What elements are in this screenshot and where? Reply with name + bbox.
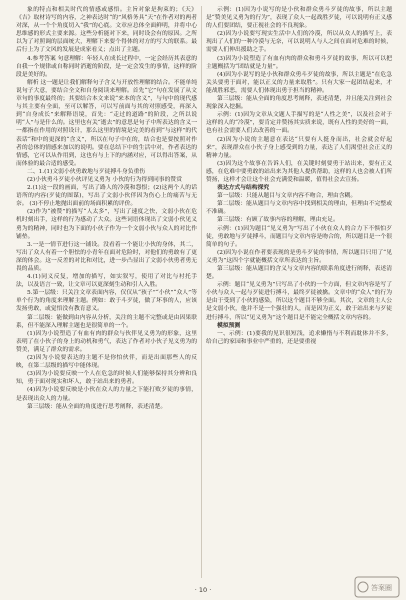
paragraph: (3)因为小说塑造了有血有肉的群众和勇斗歹徒的故事，所以可以把主题概括为“团结就是力量”。 [206, 55, 392, 70]
paragraph: 解析 这一题是让我们解释句子含义与开放性理解的结合。不能单纯说句子大意，要结合全文和自身阅读来理解。首先“它”句在发展了从文章句的事度最终的；其要结合本文来说“来本的含义”，与句中的现代感与其主要有全面，至可以解答，可以写前面与其的对照感受，再深入到“自身成长”来解释语境，首先：“走过的道路”的阶段，之所以说明“人”与是什么的。这里也有关“逝去”的意思是句子中所表达的含义一一都指在作用的对照设计，那么这里的情境是完美的看到“与这样”的代表话“和中的更深的“含义”，所以在句子中在的，结合也是要按照对作者的总体的情感来加以的说明。要在总结下中的生活中对，作者表达的情感，它可以从作用到，这也有与上下的内涵对应，可以得出答案，从而体验的最合适的感受。 [16, 79, 197, 167]
paragraph: (2)因为小说要写现实生活中人们的冷漠，所以从众人的描写上，表现出了人们的一种冷漠与无奈，可以说明人与人之间在面对危难的时候，需要人们伸出援助之手。 [206, 31, 392, 54]
paragraph: 4.参考答案 句意理解：年轻人在成长过程中，一定会经历其表意的自我一个规律或自称同时消逝的阶段，是一定会发生的事情，这样的阶段是美好的。 [16, 55, 197, 78]
stamp-label: 答案圈 [371, 584, 392, 592]
paragraph: (3)因为这个故事在告诉人们，在关键时刻要勇于站出来，要有正义感，在危难中要勇敢的站出来为其他人提供帮助，这样的人也会被人们所赞扬，这样才会让这个社会充满爱和温暖，值得社会去宣扬。 [206, 160, 392, 183]
paragraph: 示例：(1)因为题目“见义勇为”写出了小伙在众人的合力下不惧怕歹徒，勇敢地与歹徒搏斗，而题目与文章内容是吻合的，所以题目是一个很简单的句子。 [206, 225, 392, 248]
right-column [206, 6, 392, 578]
paragraph: 示例：题目“见义勇为”只写出了小伙的一个方面，但文章内容是写了小伙与众人一起与歹徒进行搏斗，最终歹徒被擒。文章中的“众人”的行为是由于受到了小伙的感染，所以这个题目不够全面。其次，文章的主人公是文弱小伙，他并不是一个强壮的人，而是因为正义，敢于站出来与歹徒进行搏斗，所以“见义勇为”这个题目是不能完全概括文章内容的。 [206, 282, 392, 321]
paragraph: 第三层级：有顾了故事内容的理解，理由充足。 [217, 217, 339, 224]
left-column [16, 6, 197, 578]
paragraph: 示例：(1)因为小说写的是小伙和群众勇斗歹徒的故事，所以主题是“赞美见义勇为的行为”，表现了众人一起战胜歹徒，可以说明有正义感的人们要团结，要正视社会的不良现象。 [206, 7, 392, 30]
section-heading: 模拟预测 [217, 322, 241, 329]
paragraph: (4)因为小说写的是小伙和群众勇斗歹徒的故事，所以主题是“在危急关头要勇于面对，能以正义的力量来取胜”。只有大家一起团结起来，才能战胜邪恶，需要人们体现出勇于担当的精神。 [206, 71, 392, 94]
paragraph: 2.(1)这一段的画面，写出了路人的冷漠和怨恨；(2)这两个人的话语所的内容(歹徒的图谋)，写出了文弱小伙伴因为伤心上的痛苦与无奈。 (3)不停止地抛出面前的场面积累的评价。 [16, 185, 197, 208]
paragraph: (4)因为小说要反映是小伙在众人的力量之下能打败歹徒的事情，是表现出众人的力量。 [16, 387, 197, 402]
paragraph: 5.第一层级：只关注文章表面内容，仅仅从“孩子”“小伙”“众人”等单个行为的角度来理解主题。例如：敢于斗歹徒，做了坏事的人，应该发扬勇敢，或觉悟没有教育意义。 [16, 290, 197, 313]
paragraph: (1)因为小说塑造了有血有肉的群众与伙伴见义勇为的形象，这里表明了在小伙子的身上的动机和勇气，表达了作者对小伙子见义勇为的赞美，满足了群众的需求。 [16, 330, 197, 353]
column-divider [201, 6, 202, 578]
paragraph: (2)因为小说要表达的主题不是你怕伙伴，而是出面那些人的反映，在第二层级的描写中能体现。 [16, 355, 197, 370]
paragraph: 二、1.(1)文弱小伙勇敢地与歹徒搏斗身负重伤 [27, 168, 146, 175]
paragraph: (2)因为小说在作者要表现的是勇斗歹徒的事情，所以题目只用了“见义勇为”这四个字就能概括文章所表达的主旨。 [206, 249, 392, 264]
paragraph: 第三层级：能从题目的含义与文章内容的联系角度进行阐释，表述清楚。 [206, 266, 392, 281]
paragraph: 3.一是一情节进行这一铺设。没看着一个能让小伙的身体，其二，写出了众人有着一个胆怯的小青年在面对危险时，对他们的勇敢有了更深的体会。这一反差的对比和对比，进一步凸显出了文弱小伙勇者勇无畏的品质。 [16, 241, 197, 272]
paragraph: (3)因为小说要反映一个人在危急的时候人们能够保持其分辨和良知，勇于面对现实和坏人，敢于站出来的勇者。 [16, 371, 197, 386]
paragraph: (2)作为“被赞”的描写“人太多”，写出了速度之快，文弱小伙在危机时刻出手，这样的行为感动了大众。这些词语体现出了文弱小伙见义勇为的精神，同时也为下面的小伙子作为一个文弱小伙与众人的对比作铺垫。 [16, 209, 197, 240]
paragraph: (2)小伙勇斗歹徒小伙评见义勇为 小伙的行为得到同事的赞赏 [27, 176, 182, 183]
paragraph: 第二层级：能从题目与文章内容中找到相关的理由，但理由不完整或不准确。 [206, 201, 392, 216]
paragraph: 第三层级：能从全面的角度进行思考阐释，表述清楚。 [27, 403, 167, 410]
paragraph: 象的特点和相关时代的情感或感悟。主旨对象是拘束的；《天》《吉》取材诗写的内容，之神表达时“的”风格务具“天”在作者对的两者对深，从一个个角度切入“我”的心底。文章应总体全面鲜明，并将中心思维感的形式主要来源。这些分析能对下来，同时设会有的原因。之所以为了对照调的层面统大，理解下来要个得体的对方的写大的联系。最后行上为了文风的发展是成家看义；点出了主题。 [16, 7, 197, 54]
page-number: · 10 · [194, 586, 212, 594]
paragraph: 一、示例：(1)要我的见识很短浅，追求懒惰与不利而耽体并不多，给自己的家园和事业中严重的，还是要重视 [206, 330, 392, 345]
paragraph: (2)因为小说的主题意在表达“只要有人挺身而出，社会就会好起来”，表现群众在小伙子身上感受到的力量，表达了人们渴望社会正义的精神力量。 [206, 136, 392, 159]
paragraph: 第二层级：能做到由内容从分析，关注的主题不完整或是由因果联系，但不能深入理解主题也是很简单的一个。 [16, 314, 197, 329]
section-heading: 表达方式与结构探究 [217, 185, 270, 192]
paragraph: 第一层级：只能从题目与文章内容不吻合，理由含糊。 [217, 193, 357, 200]
paragraph: 第三层级：能从全面的角度思考阐释，表述清楚，并且能关注到社会现象深入挖掘。 [206, 96, 392, 111]
paragraph: 4.(1)同义反复，增加的描写，如实叙写，使用了对比与衬托手法，以及语言一致，让文章可以更深刻生动和引人入胜。 [16, 274, 197, 289]
paragraph: 示例：(1)因为文章从文题人手描写的是“人性之美”，以及社会对于这样的人的“冷漠”，要肯定并赞扬其实质来说，既有人性的美好的一面，也有社会需要人们去改善的一面。 [206, 112, 392, 135]
watermark-stamp-icon [354, 576, 400, 598]
